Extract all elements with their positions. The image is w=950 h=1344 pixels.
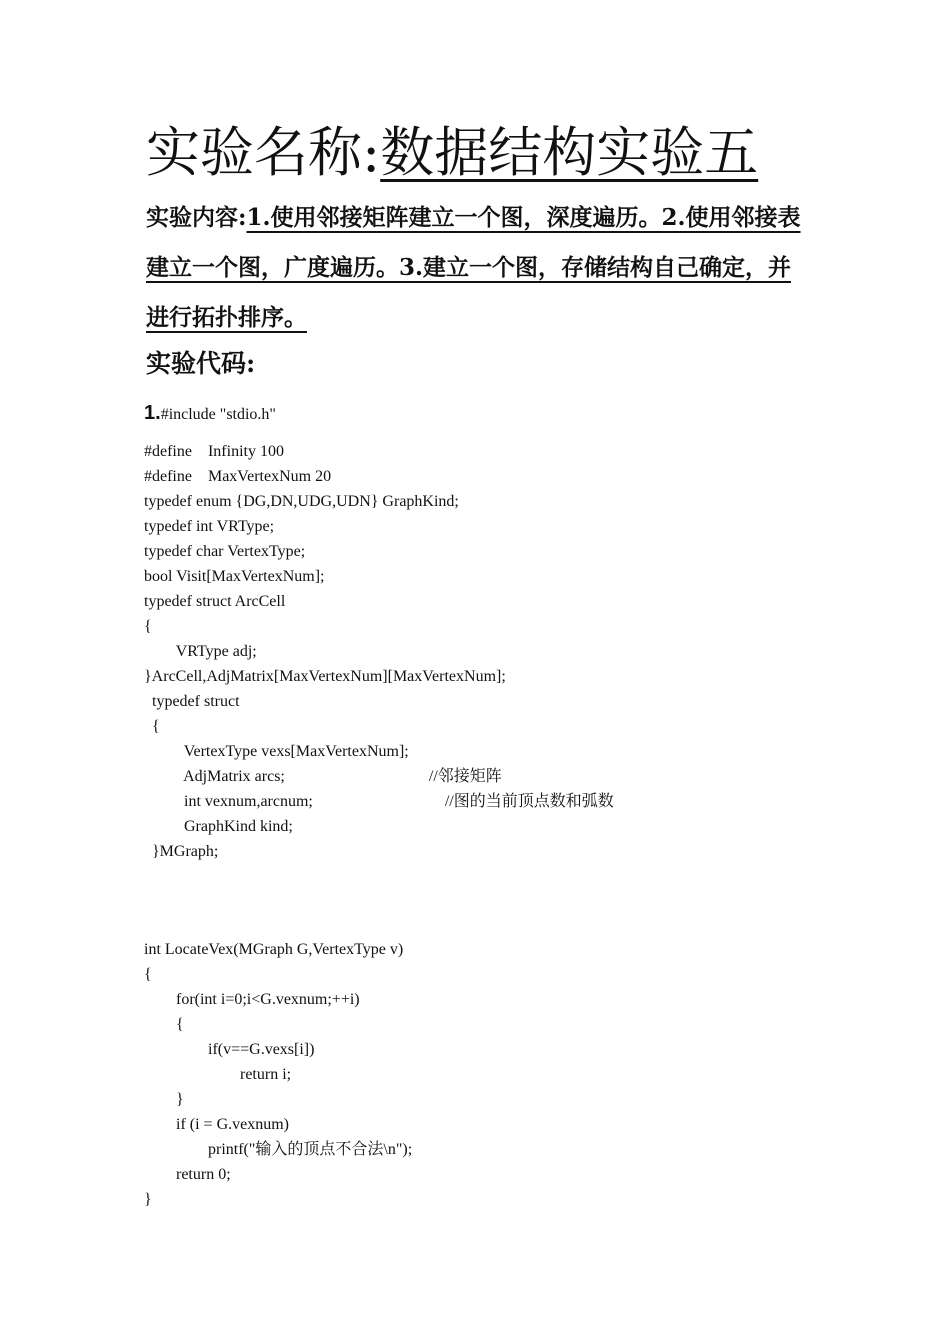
experiment-content [146, 193, 810, 343]
code-block-definitions: #define Infinity 100 #define MaxVertexNum 20 typedef enum {DG,DN,UDG,UDN} GraphKind; typedef int VRType; typedef char VertexType; bool Visit[MaxVertexNum]; typedef struct ArcCell { VRType adj; }ArcCell,AdjMatrix[MaxVertexNum][MaxVertexNum]; typedef struct { VertexType vexs[MaxVertexNum]; AdjMatrix arcs; //邻接矩阵 int vexnum,arcnum; //图的当前顶点数和弧数 GraphKind kind; }MGraph; [144, 443, 614, 860]
experiment-title [146, 118, 816, 188]
title-prefix: 实验名称: [146, 121, 381, 184]
title-name: 数据结构实验五 [380, 121, 759, 184]
content-label: 实验内容: [146, 204, 247, 231]
code-block-locatevex: int LocateVex(MGraph G,VertexType v) { for(int i=0;i<G.vexnum;++i) { if(v==G.vexs[i]) return i; } if (i = G.vexnum) printf("输入的顶点不合法\n"); return 0; } [144, 941, 413, 1208]
code-heading: 实验代码: [146, 349, 256, 378]
code-number: 1. [144, 402, 161, 424]
include-text: #include "stdio.h" [160, 406, 276, 423]
include-line [144, 401, 276, 427]
content-text: 1.使用邻接矩阵建立一个图，深度遍历。2.使用邻接表建立一个图，广度遍历。3.建立一个图，存储结构自己确定，并进行拓扑排序。 [146, 204, 801, 331]
